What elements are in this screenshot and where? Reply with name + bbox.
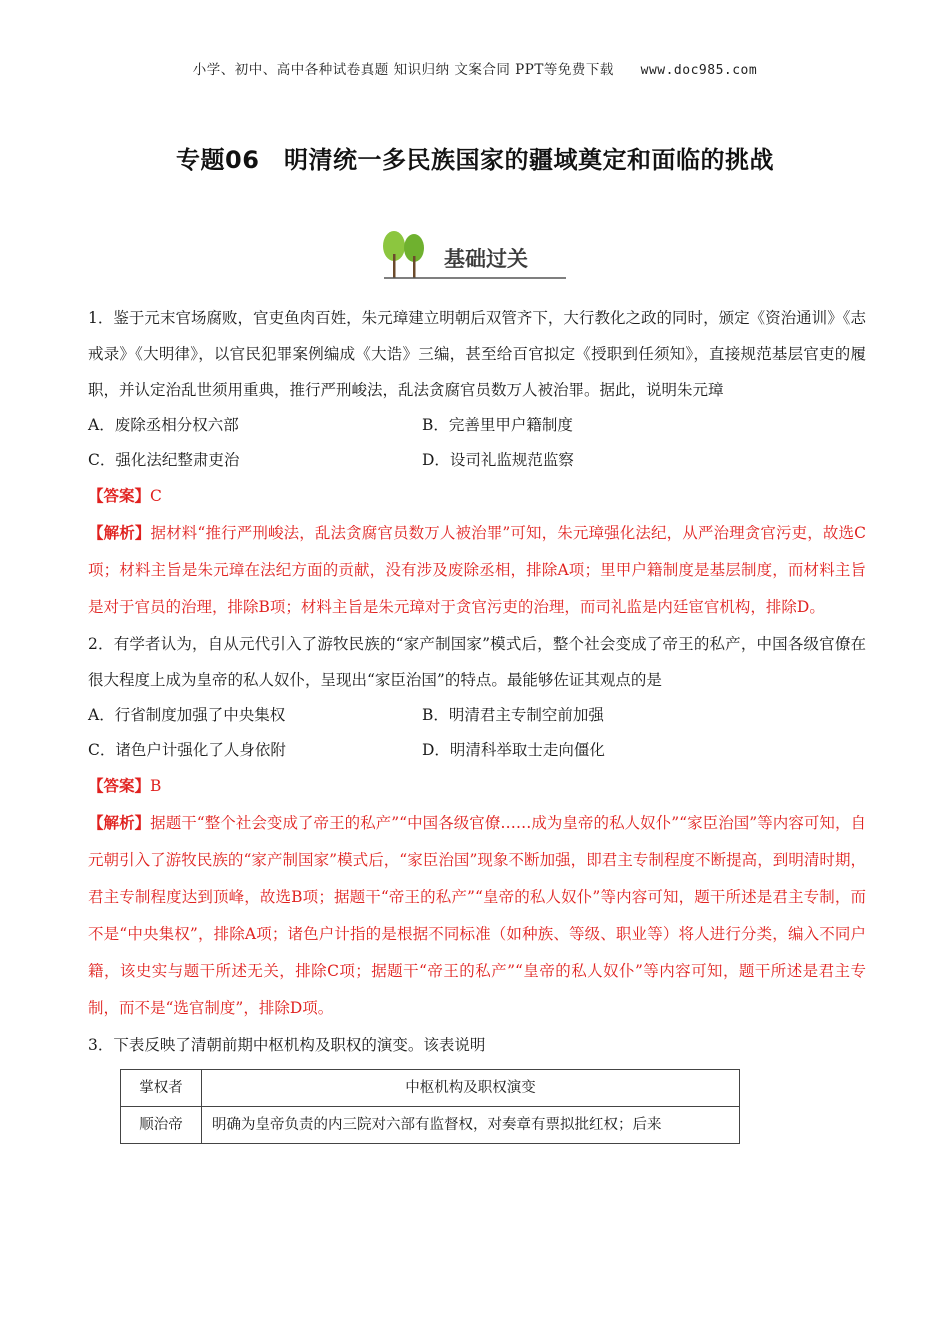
option-list xyxy=(88,698,866,768)
analysis-text: 据题干“整个社会变成了帝王的私产”“中国各级官僚……成为皇帝的私人奴仆”“家臣治国”等内容可知，自元朝引入了游牧民族的“家产制国家”模式后，“家臣治国”现象不断加强，即君主专制程度不断提高，到明清时期，君主专制程度达到顶峰，故选B项；据题干“帝王的私产”“皇帝的私人奴仆”等内容可知，题干所述是君主专制，而不是“中央集权”，排除A项；诸色户计指的是根据不同标准（如种族、等级、职业等）将人进行分类，编入不同户籍，该史实与题干所述无关，排除C项；据题干“帝王的私产”“皇帝的私人奴仆”等内容可知，题干所述是君主专制，而不是“选官制度”，排除D项。 xyxy=(88,814,866,1017)
table-header-cell: 中枢机构及职权演变 xyxy=(202,1070,740,1107)
option-b: B．明清君主专制空前加强 xyxy=(422,706,604,724)
question-2 xyxy=(88,626,866,1027)
option-list xyxy=(88,408,866,478)
option-a: A．行省制度加强了中央集权 xyxy=(88,706,286,724)
option-d: D．明清科举取士走向僵化 xyxy=(422,741,605,759)
table-cell: 顺治帝 xyxy=(121,1107,202,1144)
option-b: B．完善里甲户籍制度 xyxy=(422,416,573,434)
option-c: C．强化法纪整肃吏治 xyxy=(88,451,240,469)
analysis-block xyxy=(88,804,866,1027)
option-d: D．设司礼监规范监察 xyxy=(422,451,574,469)
header-text: 小学、初中、高中各种试卷真题 知识归纳 文案合同 PPT等免费下载 xyxy=(192,62,614,78)
answer-value: B xyxy=(150,777,162,795)
analysis-block xyxy=(88,514,866,626)
page-title: 专题06 明清统一多民族国家的疆域奠定和面临的挑战 xyxy=(176,146,774,174)
question-stem: 2．有学者认为，自从元代引入了游牧民族的“家产制国家”模式后，整个社会变成了帝王的私产，中国各级官僚在很大程度上成为皇帝的私人奴仆，呈现出“家臣治国”的特点。最能够佐证其观点的是 xyxy=(88,635,866,689)
header-url[interactable]: www.doc985.com xyxy=(640,63,758,78)
option-c: C．诸色户计强化了人身依附 xyxy=(88,741,286,759)
section-label: 基础过关 xyxy=(444,247,528,271)
answer-line xyxy=(88,478,866,514)
question-list xyxy=(88,300,866,1144)
page-header xyxy=(0,58,950,78)
answer-line xyxy=(88,768,866,804)
answer-value: C xyxy=(150,487,162,505)
analysis-tag: 【解析】 xyxy=(88,523,151,542)
section-badge xyxy=(380,228,570,282)
analysis-text: 据材料“推行严刑峻法，乱法贪腐官员数万人被治罪”可知，朱元璋强化法纪，从严治理贪官污吏，故选C项；材料主旨是朱元璋在法纪方面的贡献，没有涉及废除丞相，排除A项；里甲户籍制度是基层制度，而材料主旨是对于官员的治理，排除B项；材料主旨是朱元璋对于贪官污吏的治理，而司礼监是内廷宦官机构，排除D。 xyxy=(88,524,866,616)
question-1 xyxy=(88,300,866,626)
table-row xyxy=(121,1107,740,1144)
option-a: A．废除丞相分权六部 xyxy=(88,416,239,434)
answer-tag: 【答案】 xyxy=(88,776,151,795)
answer-tag: 【答案】 xyxy=(88,486,151,505)
table-header-cell: 掌权者 xyxy=(121,1070,202,1107)
table-cell: 明确为皇帝负责的内三院对六部有监督权，对奏章有票拟批红权；后来 xyxy=(202,1107,740,1144)
data-table xyxy=(120,1069,740,1144)
table-header-row xyxy=(121,1070,740,1107)
question-stem: 1．鉴于元末官场腐败，官吏鱼肉百姓，朱元璋建立明朝后双管齐下，大行教化之政的同时，颁定《资治通训》《志戒录》《大明律》，以官民犯罪案例编成《大诰》三编，甚至给百官拟定《授职到任须知》，直接规范基层官吏的履职，并认定治乱世须用重典，推行严刑峻法，乱法贪腐官员数万人被治罪。据此，说明朱元璋 xyxy=(88,309,866,399)
analysis-tag: 【解析】 xyxy=(88,813,151,832)
question-3 xyxy=(88,1027,866,1144)
question-stem: 3．下表反映了清朝前期中枢机构及职权的演变。该表说明 xyxy=(88,1036,486,1054)
